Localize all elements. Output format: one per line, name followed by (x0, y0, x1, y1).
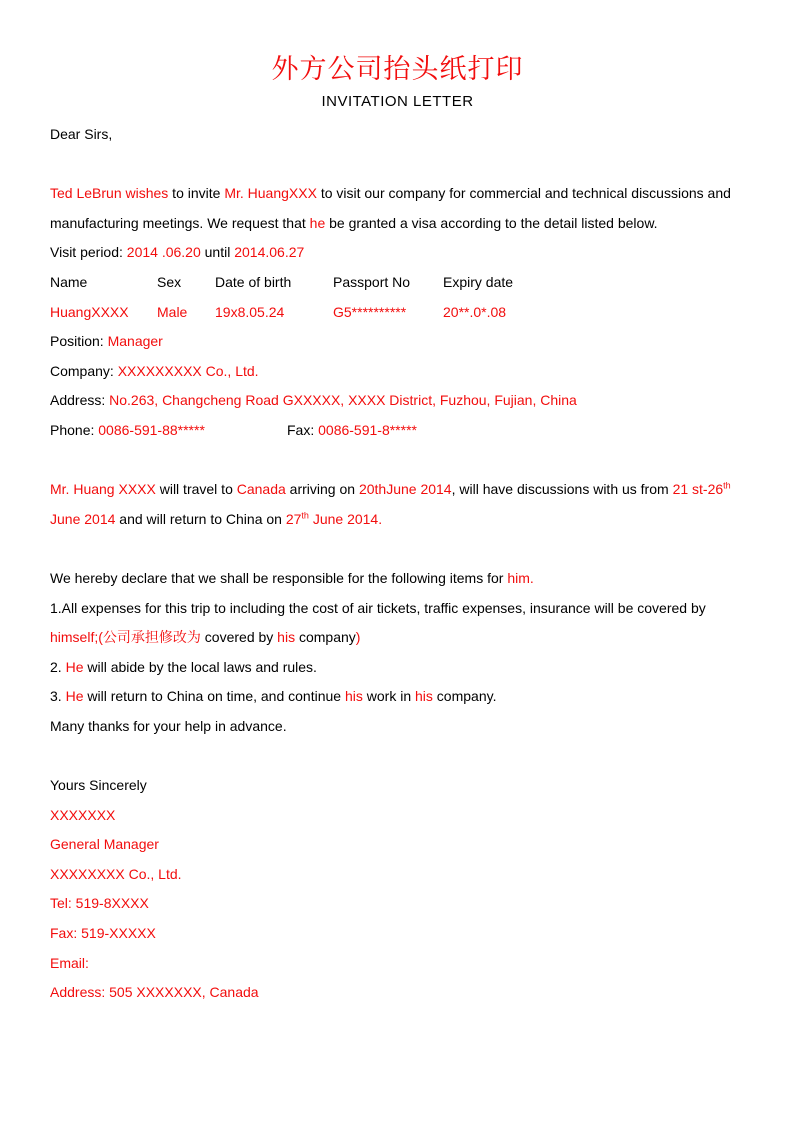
intro-paragraph: Ted LeBrun wishes to invite Mr. HuangXXX to visit our company for commercial and technical discussions and manufacturing meetings. We request that he be granted a visa according to the detail listed below. (50, 185, 731, 231)
declaration-item-1: 1.All expenses for this trip to including the cost of air tickets, traffic expenses, insurance will be covered by himself;(公司承担修改为 covered by his company) (50, 599, 706, 646)
declaration-item-2: 2. He will abide by the local laws and rules. (50, 658, 317, 675)
signature-fax: Fax: 519-XXXXX (50, 925, 156, 942)
spacer (50, 446, 745, 476)
table-header-cell: Passport No (333, 273, 411, 290)
fax-part: Fax: 0086-591-8***** (287, 421, 417, 438)
table-header-cell: Name (50, 273, 88, 290)
company-line: Company: XXXXXXXXX Co., Ltd. (50, 362, 259, 379)
phone-part: Phone: 0086-591-88***** (50, 421, 205, 438)
travel-paragraph: Mr. Huang XXXX will travel to Canada arriving on 20thJune 2014, will have discussions with us from 21 st-26th June 2014 and will return to China on 27th June 2014. (50, 480, 731, 527)
signature-name: XXXXXXX (50, 806, 116, 823)
signature-email: Email: (50, 954, 89, 971)
table-data-cell: HuangXXXX (50, 303, 129, 320)
signature-title: General Manager (50, 836, 159, 853)
table-data-cell: 19x8.05.24 (215, 303, 285, 320)
spacer (50, 741, 745, 771)
phone-fax-line (50, 416, 745, 446)
signature-block (50, 801, 745, 1008)
table-data-cell: Male (157, 303, 188, 320)
address-line: Address: No.263, Changcheng Road GXXXXX, XXXX District, Fuzhou, Fujian, China (50, 392, 577, 409)
table-header-cell: Date of birth (215, 273, 292, 290)
closing-line: Yours Sincerely (50, 777, 147, 794)
salutation: Dear Sirs, (50, 126, 113, 142)
table-header-cell: Expiry date (443, 273, 514, 290)
table-header-cell: Sex (157, 273, 182, 290)
declaration-item-3: 3. He will return to China on time, and continue his work in his company. (50, 688, 497, 705)
letter-body (50, 120, 745, 1008)
signature-company: XXXXXXXX Co., Ltd. (50, 865, 182, 882)
page-title-chinese: 外方公司抬头纸打印 (271, 54, 524, 85)
visitor-table (50, 268, 745, 327)
table-data-row (50, 298, 745, 328)
table-data-cell: 20**.0*.08 (443, 303, 507, 320)
thanks-line: Many thanks for your help in advance. (50, 717, 287, 734)
table-data-cell: G5********** (333, 303, 407, 320)
letter-heading: INVITATION LETTER (321, 93, 474, 110)
spacer (50, 150, 745, 180)
spacer (50, 534, 745, 564)
declaration-line: We hereby declare that we shall be responsible for the following items for him. (50, 569, 534, 586)
signature-address: Address: 505 XXXXXXX, Canada (50, 984, 259, 1001)
position-line: Position: Manager (50, 333, 163, 350)
signature-tel: Tel: 519-8XXXX (50, 895, 149, 912)
table-header-row (50, 268, 745, 298)
visit-period-line: Visit period: 2014 .06.20 until 2014.06.27 (50, 244, 305, 261)
